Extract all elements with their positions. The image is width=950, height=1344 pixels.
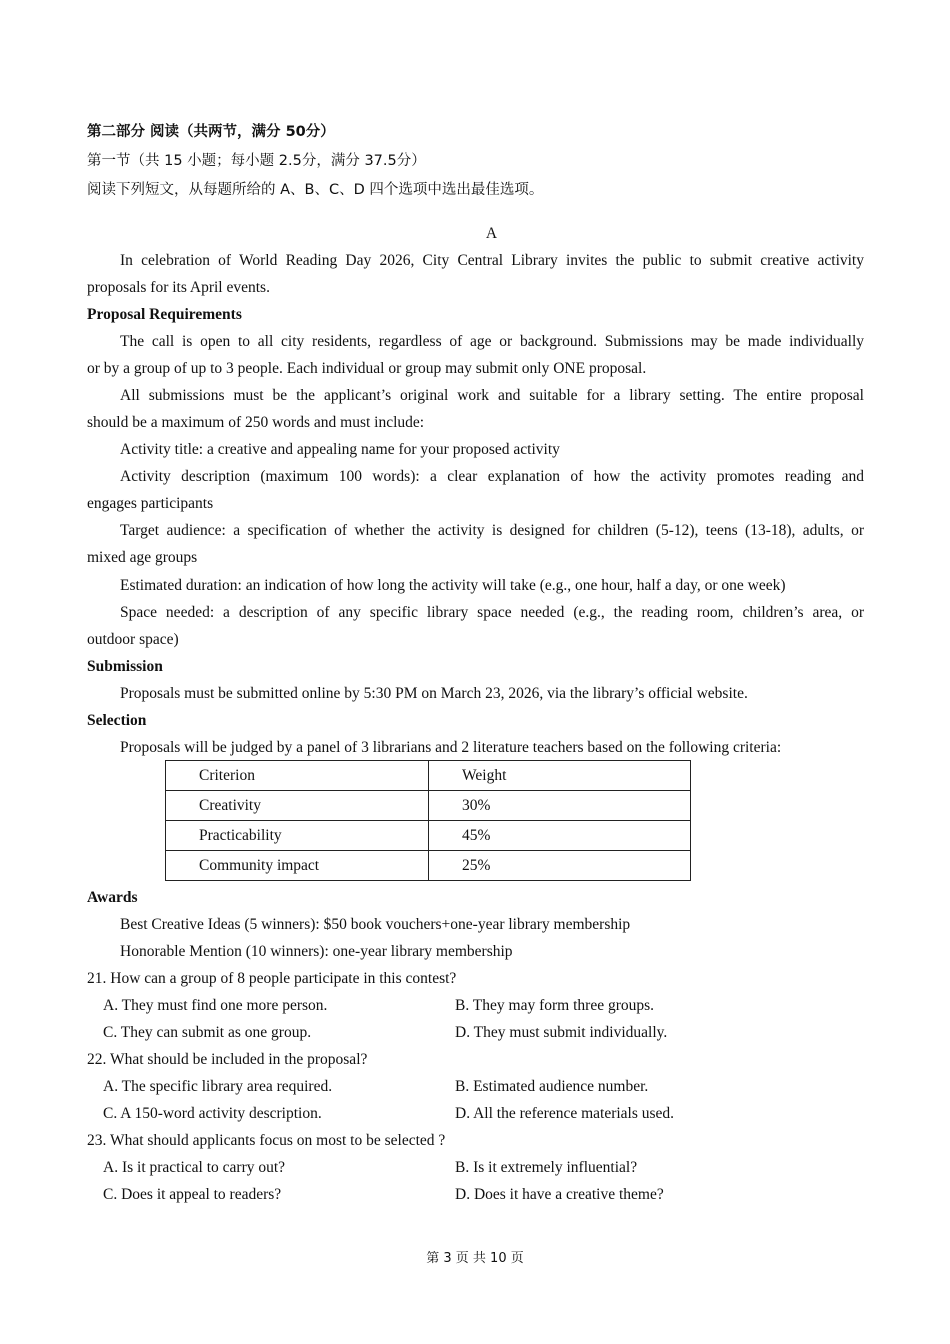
award-honorable-mention: Honorable Mention (10 winners): one-year library membership bbox=[120, 943, 513, 960]
question-21-option-d: D. They must submit individually. bbox=[455, 1024, 668, 1041]
table-row bbox=[166, 821, 691, 851]
table-cell-criterion: Community impact bbox=[166, 851, 429, 881]
intro-line-1: In celebration of World Reading Day 2026, City Central Library invites the public to submit creative activity bbox=[120, 252, 864, 269]
question-21-option-a: A. They must find one more person. bbox=[103, 997, 328, 1014]
selection-text: Proposals will be judged by a panel of 3 librarians and 2 literature teachers based on the following criteria: bbox=[120, 739, 782, 756]
question-22-option-d: D. All the reference materials used. bbox=[455, 1105, 675, 1122]
item-space-needed-line-2: outdoor space) bbox=[87, 631, 179, 648]
table-cell-criterion: Practicability bbox=[166, 821, 429, 851]
award-best-creative: Best Creative Ideas (5 winners): $50 book vouchers+one-year library membership bbox=[120, 916, 631, 933]
table-cell-weight: 25% bbox=[429, 851, 691, 881]
page-number: 第 3 页 共 10 页 bbox=[426, 1251, 524, 1266]
question-23-option-d: D. Does it have a creative theme? bbox=[455, 1186, 664, 1203]
table-header-row bbox=[166, 761, 691, 791]
item-activity-description-line-2: engages participants bbox=[87, 495, 214, 512]
requirements-p1-line-2: or by a group of up to 3 people. Each individual or group may submit only ONE proposal. bbox=[87, 360, 647, 377]
item-activity-description-line-1: Activity description (maximum 100 words): a clear explanation of how the activity promotes reading and bbox=[120, 468, 864, 485]
awards-heading: Awards bbox=[87, 889, 138, 906]
item-target-audience-line-1: Target audience: a specification of whether the activity is designed for children (5-12), teens (13-18), adults, or bbox=[120, 522, 864, 539]
question-21-option-c: C. They can submit as one group. bbox=[103, 1024, 312, 1041]
question-22-option-b: B. Estimated audience number. bbox=[455, 1078, 649, 1095]
selection-heading: Selection bbox=[87, 712, 147, 729]
question-22-option-a: A. The specific library area required. bbox=[103, 1078, 333, 1095]
instruction: 阅读下列短文，从每题所给的 A、B、C、D 四个选项中选出最佳选项。 bbox=[87, 182, 544, 198]
question-23-option-b: B. Is it extremely influential? bbox=[455, 1159, 638, 1176]
table-cell-weight: 45% bbox=[429, 821, 691, 851]
question-23-option-a: A. Is it practical to carry out? bbox=[103, 1159, 286, 1176]
submission-text: Proposals must be submitted online by 5:30 PM on March 23, 2026, via the library’s official website. bbox=[120, 685, 748, 702]
question-23-option-c: C. Does it appeal to readers? bbox=[103, 1186, 282, 1203]
table-header-criterion: Criterion bbox=[166, 761, 429, 791]
requirements-p1-line-1: The call is open to all city residents, regardless of age or background. Submissions may be made individually bbox=[120, 333, 864, 350]
passage-label: A bbox=[485, 225, 498, 242]
part-title: 第二部分 阅读（共两节，满分 50分） bbox=[87, 124, 335, 140]
intro-line-2: proposals for its April events. bbox=[87, 279, 270, 296]
item-estimated-duration: Estimated duration: an indication of how long the activity will take (e.g., one hour, half a day, or one week) bbox=[120, 577, 786, 594]
submission-heading: Submission bbox=[87, 658, 163, 675]
table-row bbox=[166, 851, 691, 881]
section-title: 第一节（共 15 小题；每小题 2.5分，满分 37.5分） bbox=[87, 153, 426, 169]
table-cell-criterion: Creativity bbox=[166, 791, 429, 821]
item-target-audience-line-2: mixed age groups bbox=[87, 549, 198, 566]
criteria-table bbox=[165, 760, 691, 881]
question-22-stem: 22. What should be included in the proposal? bbox=[87, 1051, 368, 1068]
requirements-heading: Proposal Requirements bbox=[87, 306, 242, 323]
requirements-p2-line-2: should be a maximum of 250 words and must include: bbox=[87, 414, 425, 431]
item-activity-title: Activity title: a creative and appealing name for your proposed activity bbox=[120, 441, 560, 458]
question-23-stem: 23. What should applicants focus on most to be selected ? bbox=[87, 1132, 446, 1149]
table-row bbox=[166, 791, 691, 821]
question-22-option-c: C. A 150-word activity description. bbox=[103, 1105, 322, 1122]
question-21-option-b: B. They may form three groups. bbox=[455, 997, 655, 1014]
requirements-p2-line-1: All submissions must be the applicant’s original work and suitable for a library setting. The entire proposal bbox=[120, 387, 864, 404]
item-space-needed-line-1: Space needed: a description of any specific library space needed (e.g., the reading room, children’s area, or bbox=[120, 604, 864, 621]
table-header-weight: Weight bbox=[429, 761, 691, 791]
question-21-stem: 21. How can a group of 8 people participate in this contest? bbox=[87, 970, 457, 987]
table-cell-weight: 30% bbox=[429, 791, 691, 821]
